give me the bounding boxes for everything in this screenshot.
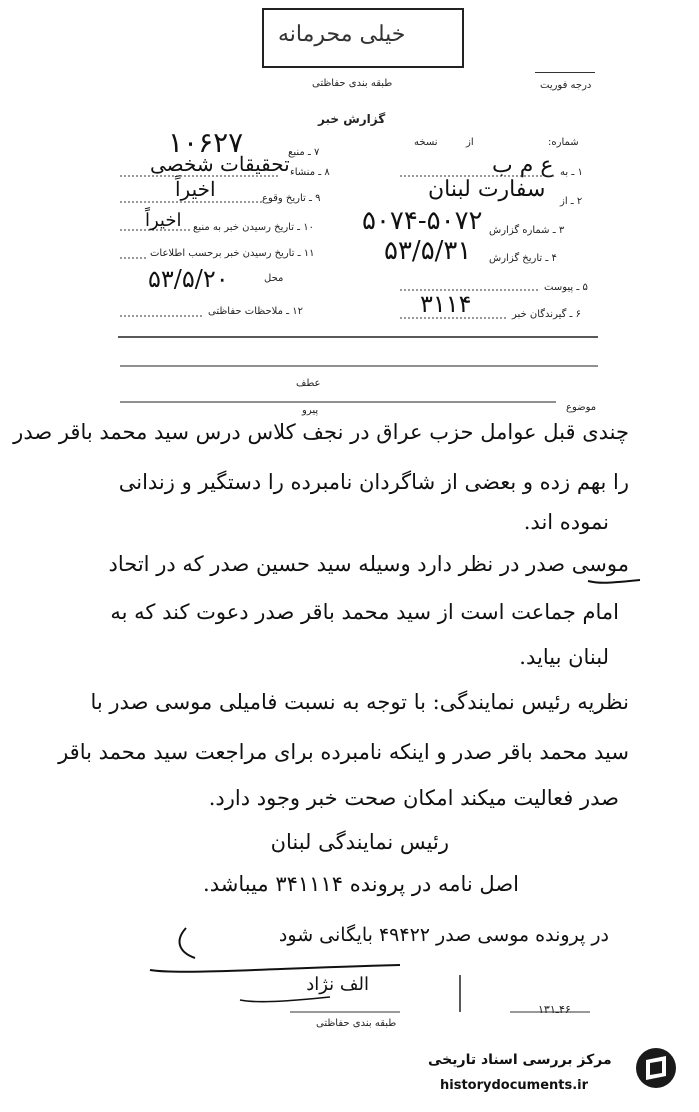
follow-up-label: پیرو: [302, 405, 319, 416]
body-line: امام جماعت است از سید محمد باقر صدر دعوت کند که به: [110, 600, 619, 624]
field-source-value: ۱۰۶۲۷: [168, 126, 244, 159]
signature-stroke: [180, 928, 195, 958]
reference-label: عطف: [296, 378, 321, 389]
classification-label-bottom: طبقه بندی حفاظتی: [316, 1018, 397, 1029]
field-security-notes-label: ۱۲ ـ ملاحظات حفاظتی: [208, 306, 303, 317]
watermark-logo: [634, 1046, 678, 1090]
body-line: نموده اند.: [523, 510, 609, 534]
signature-stroke: [150, 965, 400, 972]
signature-title: رئیس نمایندگی لبنان: [270, 830, 449, 854]
field-report-date-value: ۵۳/۵/۳۱: [384, 236, 472, 266]
signature-name: الف نژاد: [306, 974, 369, 995]
field-copy-label: نسخه: [414, 137, 438, 148]
field-report-number-value: ۵۰۷۴-۵۰۷۲: [362, 206, 483, 236]
field-source-label: ۷ ـ منبع: [288, 147, 320, 158]
field-to-value: ع م ب: [492, 153, 554, 178]
body-line: صدر فعالیت میکند امکان صحت خبر وجود دارد.: [208, 786, 619, 810]
field-recipients-label: ۶ ـ گیرندگان خبر: [512, 309, 582, 320]
underline-stroke: [588, 580, 640, 583]
subject-label: موضوع: [566, 402, 597, 413]
classification-stamp-text: خیلی محرمانه: [278, 22, 406, 47]
classification-label-top: طبقه بندی حفاظتی: [312, 78, 393, 89]
field-origin-label: ۸ ـ منشاء: [290, 167, 330, 178]
field-location-label: محل: [264, 273, 284, 284]
field-from-value: سفارت لبنان: [428, 177, 546, 202]
field-from-label-top: از: [466, 137, 474, 148]
field-origin-value: تحقیقات شخصی: [150, 152, 290, 176]
note-original-letter: اصل نامه در پرونده ۳۴۱۱۱۴ میباشد.: [203, 872, 519, 896]
body-line: چندی قبل عوامل حزب عراق در نجف کلاس درس سید محمد باقر صدر: [13, 420, 629, 444]
body-line: لبنان بیاید.: [519, 645, 609, 669]
field-report-number-label: ۳ ـ شماره گزارش: [489, 225, 565, 236]
field-received-info-label: ۱۱ ـ تاریخ رسیدن خبر برحسب اطلاعات: [150, 248, 315, 259]
field-number-label: شماره:: [548, 137, 579, 148]
field-attachment-label: ۵ ـ پیوست: [544, 282, 588, 293]
archive-logo-icon: [634, 1046, 678, 1090]
field-report-date-label: ۴ ـ تاریخ گزارش: [489, 253, 557, 264]
field-occurrence-date-label: ۹ ـ تاریخ وقوع: [262, 193, 321, 204]
signature-stroke: [240, 997, 330, 1002]
field-recipients-value: ۳۱۱۴: [420, 290, 472, 318]
priority-label: درجه فوریت: [540, 80, 592, 91]
body-line: را بهم زده و بعضی از شاگردان نامبرده را دستگیر و زندانی: [118, 470, 629, 494]
field-to-label: ۱ ـ به: [560, 167, 583, 178]
field-occurrence-date-value: اخیراً: [175, 177, 216, 201]
watermark-line-2: historydocuments.ir: [440, 1078, 589, 1093]
form-code: ۴۶ـ۱۳۱: [538, 1003, 571, 1016]
field-location-value: ۵۳/۵/۲۰: [148, 265, 229, 293]
report-title: گزارش خبر: [318, 112, 386, 126]
body-line: سید محمد باقر صدر و اینکه نامبرده برای مراجعت سید محمد باقر: [58, 740, 629, 764]
field-received-source-label: ۱۰ ـ تاریخ رسیدن خبر به منبع: [193, 222, 315, 233]
field-from-label: ۲ ـ از: [560, 196, 583, 207]
note-archive: در پرونده موسی صدر ۴۹۴۲۲ بایگانی شود: [278, 924, 609, 946]
field-received-source-value: اخیراً: [145, 210, 182, 231]
body-line: نظریه رئیس نمایندگی: با توجه به نسبت فامیلی موسی صدر با: [90, 690, 629, 714]
body-line: موسی صدر در نظر دارد وسیله سید حسین صدر که در اتحاد: [108, 552, 629, 576]
watermark-line-1: مرکز بررسی اسناد تاریخی: [428, 1052, 612, 1068]
